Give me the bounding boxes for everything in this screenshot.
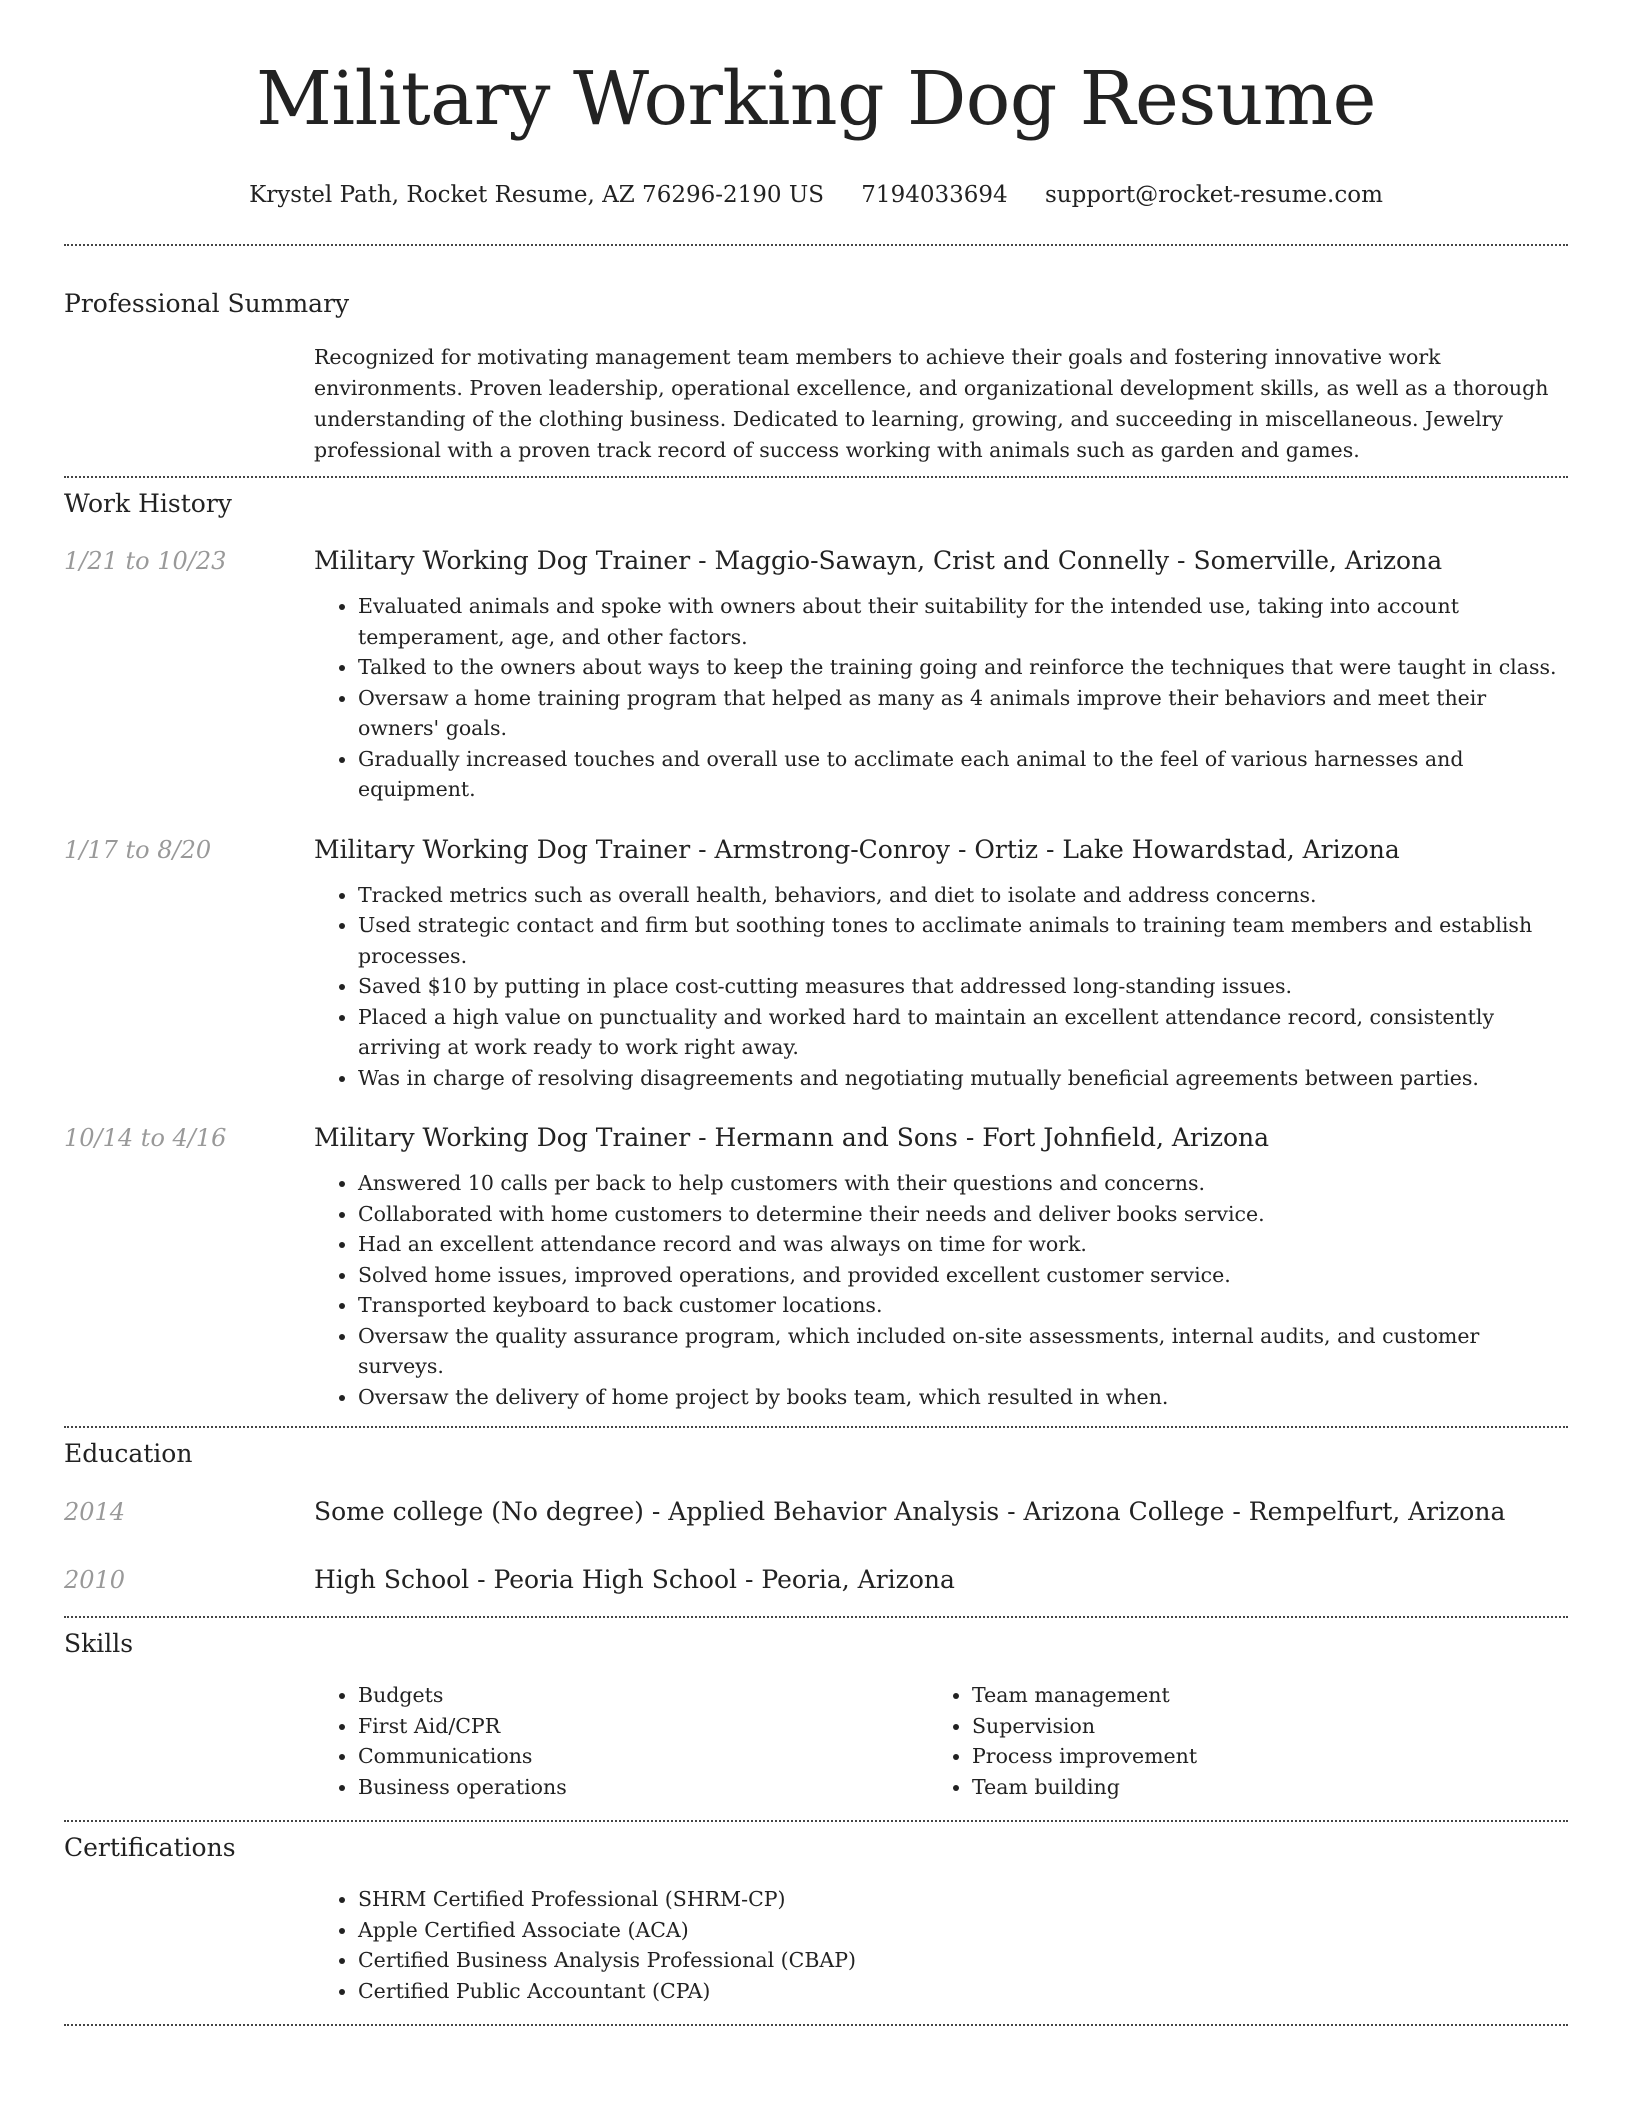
- skill-item: • Supervision: [972, 1711, 1542, 1742]
- job-bullet: • Tracked metrics such as overall health, behaviors, and diet to isolate and address concerns.: [358, 880, 1568, 911]
- skills-list-right: [928, 1680, 1542, 1802]
- job-entry: [64, 1122, 1568, 1412]
- job-bullet: • Gradually increased touches and overall use to acclimate each animal to the feel of various harnesses and equipment.: [358, 744, 1568, 805]
- summary-row: [64, 342, 1568, 466]
- skill-item: • Team building: [972, 1772, 1542, 1803]
- job-bullet: • Solved home issues, improved operations, and provided excellent customer service.: [358, 1260, 1568, 1291]
- education-year: 2014: [64, 1498, 126, 1526]
- certification-item: • Certified Public Accountant (CPA): [358, 1976, 1568, 2007]
- summary-text: Recognized for motivating management team members to achieve their goals and fostering innovative work environments. Proven leadership, operational excellence, and organizational development skills, as well as a thorough understanding of the clothing business. Dedicated to learning, growing, and succeeding in miscellaneous. Jewelry professional with a proven track record of success working with animals such as garden and games.: [314, 345, 1549, 462]
- job-title: Military Working Dog Trainer - Armstrong-Conroy - Ortiz - Lake Howardstad, Arizona: [314, 834, 1400, 864]
- section-divider: [64, 1616, 1568, 1618]
- job-dates: 1/21 to 10/23: [64, 547, 227, 575]
- contact-address: Krystel Path, Rocket Resume, AZ 76296-2190 US: [249, 182, 824, 208]
- job-title: Military Working Dog Trainer - Maggio-Sawayn, Crist and Connelly - Somerville, Arizona: [314, 546, 1443, 575]
- job-title: Military Working Dog Trainer - Hermann and Sons - Fort Johnfield, Arizona: [314, 1123, 1270, 1152]
- skills-list-left: [314, 1680, 928, 1802]
- skills-heading: Skills: [64, 1629, 134, 1658]
- skill-item: • First Aid/CPR: [358, 1711, 928, 1742]
- skill-item: • Team management: [972, 1680, 1542, 1711]
- contact-email: support@rocket-resume.com: [1044, 182, 1383, 208]
- certification-item: • Apple Certified Associate (ACA): [358, 1915, 1568, 1946]
- skill-item: • Budgets: [358, 1680, 928, 1711]
- job-bullet: • Saved $10 by putting in place cost-cutting measures that addressed long-standing issues.: [358, 971, 1568, 1002]
- skill-item: • Business operations: [358, 1772, 928, 1803]
- section-divider: [64, 476, 1568, 478]
- job-entry: [64, 545, 1568, 805]
- job-bullet: • Transported keyboard to back customer locations.: [358, 1290, 1568, 1321]
- education-heading: Education: [64, 1439, 193, 1468]
- education-entry: [64, 1564, 1568, 1596]
- certifications-spacer: [64, 1884, 314, 2006]
- education-detail: High School - Peoria High School - Peoria, Arizona: [314, 1565, 955, 1594]
- contact-line: [64, 180, 1568, 210]
- skill-item: • Communications: [358, 1741, 928, 1772]
- section-divider: [64, 2024, 1568, 2026]
- job-bullets: [314, 1168, 1568, 1412]
- resume-title: Military Working Dog Resume: [256, 56, 1376, 142]
- certifications-row: [64, 1884, 1568, 2006]
- summary-heading: Professional Summary: [64, 289, 350, 318]
- job-bullet: • Evaluated animals and spoke with owners about their suitability for the intended use, taking into account temperament, age, and other factors.: [358, 591, 1568, 652]
- job-bullet: • Used strategic contact and firm but soothing tones to acclimate animals to training team members and establish processes.: [358, 910, 1568, 971]
- job-bullet: • Collaborated with home customers to determine their needs and deliver books service.: [358, 1199, 1568, 1230]
- certification-item: • Certified Business Analysis Professional (CBAP): [358, 1945, 1568, 1976]
- job-bullets: [314, 880, 1568, 1094]
- contact-phone: 7194033694: [861, 182, 1008, 208]
- job-bullet: • Placed a high value on punctuality and worked hard to maintain an excellent attendance record, consistently arriving at work ready to work right away.: [358, 1002, 1568, 1063]
- job-bullet: • Oversaw the quality assurance program, which included on-site assessments, internal audits, and customer surveys.: [358, 1321, 1568, 1382]
- job-bullet: • Oversaw a home training program that helped as many as 4 animals improve their behaviors and meet their owners' goals.: [358, 683, 1568, 744]
- education-year: 2010: [64, 1566, 126, 1594]
- work-history-heading: Work History: [64, 489, 232, 518]
- section-divider: [64, 244, 1568, 246]
- resume-page: [64, 0, 1568, 2026]
- job-bullet: • Answered 10 calls per back to help customers with their questions and concerns.: [358, 1168, 1568, 1199]
- education-entry: [64, 1496, 1568, 1528]
- section-divider: [64, 1820, 1568, 1822]
- job-bullets: [314, 591, 1568, 805]
- certifications-list: [314, 1884, 1568, 2006]
- section-divider: [64, 1426, 1568, 1428]
- skills-spacer: [64, 1680, 314, 1802]
- job-dates: 10/14 to 4/16: [64, 1124, 227, 1152]
- job-dates: 1/17 to 8/20: [64, 835, 212, 864]
- job-bullet: • Oversaw the delivery of home project by books team, which resulted in when.: [358, 1382, 1568, 1413]
- job-bullet: • Was in charge of resolving disagreements and negotiating mutually beneficial agreements between parties.: [358, 1063, 1568, 1094]
- summary-spacer: [64, 342, 314, 466]
- certifications-heading: Certifications: [64, 1833, 236, 1862]
- certification-item: • SHRM Certified Professional (SHRM-CP): [358, 1884, 1568, 1915]
- skills-row: [64, 1680, 1568, 1802]
- job-bullet: • Had an excellent attendance record and was always on time for work.: [358, 1229, 1568, 1260]
- job-entry: [64, 834, 1568, 1094]
- skill-item: • Process improvement: [972, 1741, 1542, 1772]
- education-detail: Some college (No degree) - Applied Behavior Analysis - Arizona College - Rempelfurt, Arizona: [314, 1497, 1506, 1526]
- job-bullet: • Talked to the owners about ways to keep the training going and reinforce the techniques that were taught in class.: [358, 652, 1568, 683]
